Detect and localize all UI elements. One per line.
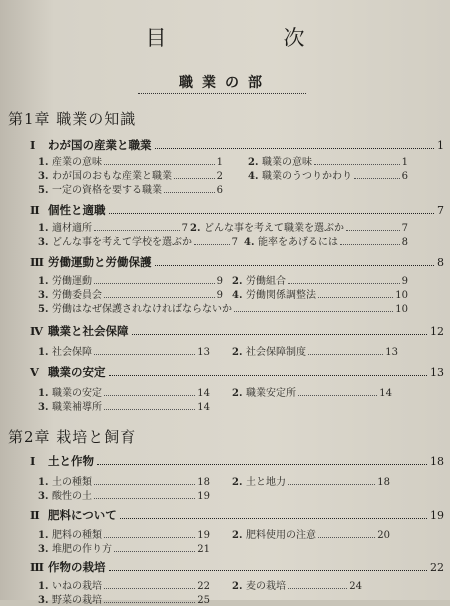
item-number: 3.	[38, 491, 49, 502]
section-title: 職業と社会保障	[48, 324, 129, 338]
item-page: 14	[379, 388, 392, 399]
item-number: 3.	[38, 402, 49, 413]
dot-leader	[164, 192, 215, 193]
item-page: 19	[197, 530, 210, 541]
section-number: Ⅰ	[30, 454, 36, 468]
section-title: 肥料について	[48, 508, 117, 522]
item-text: 労働委員会	[52, 290, 102, 301]
toc-item[interactable]	[232, 343, 398, 357]
item-text: 酸性の土	[52, 491, 92, 502]
item-page: 18	[377, 477, 390, 488]
item-page: 6	[216, 185, 223, 196]
dot-leader	[104, 297, 215, 298]
item-text: 適材適所	[52, 223, 92, 234]
toc-item[interactable]	[190, 219, 408, 233]
toc-item[interactable]	[232, 473, 390, 487]
dot-leader	[194, 244, 230, 245]
item-number: 3.	[38, 237, 49, 248]
item-page: 9	[216, 276, 223, 287]
item-text: どんな事を考えて学校を選ぶか	[52, 237, 192, 248]
item-text: 職業の意味	[262, 157, 312, 168]
toc-item[interactable]	[38, 233, 238, 247]
item-page: 14	[197, 402, 210, 413]
item-page: 6	[401, 171, 408, 182]
toc-item[interactable]	[38, 300, 408, 314]
dot-leader	[288, 283, 400, 284]
dot-leader	[104, 588, 195, 589]
item-page: 2	[216, 171, 223, 182]
item-page: 7	[231, 237, 238, 248]
toc-item[interactable]	[38, 286, 223, 300]
item-page: 9	[401, 276, 408, 287]
item-text: 労働組合	[246, 276, 286, 287]
dot-leader	[234, 311, 393, 312]
item-text: 職業補導所	[52, 402, 102, 413]
dot-leader	[94, 484, 195, 485]
dot-leader	[354, 178, 400, 179]
dot-leader	[104, 537, 195, 538]
item-number: 1.	[38, 276, 49, 287]
item-page: 19	[197, 491, 210, 502]
dot-leader	[340, 244, 400, 245]
item-number: 5.	[38, 185, 49, 196]
dot-leader	[94, 354, 195, 355]
item-number: 4.	[244, 237, 255, 248]
item-text: 職業の安定	[52, 388, 102, 399]
page-title: 目 次	[145, 26, 353, 50]
toc-item[interactable]	[38, 540, 210, 554]
dot-leader	[104, 409, 195, 410]
item-text: 労働はなぜ保護されなければならないか	[52, 304, 232, 315]
toc-section[interactable]	[30, 507, 444, 524]
section-page: 22	[430, 561, 444, 574]
item-text: 労働関係調整法	[246, 290, 316, 301]
item-text: 土と地力	[246, 477, 286, 488]
item-number: 2.	[190, 223, 201, 234]
part-heading: 職業の部	[179, 75, 271, 91]
toc-item[interactable]	[232, 577, 362, 591]
dot-leader	[308, 354, 383, 355]
item-text: 職業のうつりかわり	[262, 171, 352, 182]
toc-item[interactable]	[232, 286, 408, 300]
item-page: 21	[197, 544, 210, 555]
item-number: 2.	[232, 388, 243, 399]
toc-section[interactable]	[30, 254, 444, 271]
item-text: 労働運動	[52, 276, 92, 287]
toc-item[interactable]	[244, 233, 408, 247]
section-page: 12	[430, 325, 444, 338]
section-number: Ⅰ	[30, 138, 36, 152]
item-page: 20	[377, 530, 390, 541]
item-number: 3.	[38, 171, 49, 182]
item-number: 4.	[232, 290, 243, 301]
item-page: 22	[197, 581, 210, 592]
part-heading-underline	[138, 93, 306, 95]
item-text: 能率をあげるには	[258, 237, 338, 248]
dot-leader	[174, 178, 215, 179]
toc-item[interactable]	[248, 153, 408, 167]
section-title: 職業の安定	[48, 365, 106, 379]
item-page: 9	[216, 290, 223, 301]
item-number: 2.	[248, 157, 259, 168]
dot-leader	[155, 148, 435, 149]
section-page: 7	[437, 204, 444, 217]
dot-leader	[132, 334, 428, 335]
item-number: 5.	[38, 304, 49, 315]
dot-leader	[109, 213, 435, 214]
toc-item[interactable]	[38, 577, 210, 591]
toc-item[interactable]	[38, 153, 223, 167]
section-page: 19	[430, 509, 444, 522]
item-number: 4.	[248, 171, 259, 182]
dot-leader	[114, 551, 195, 552]
section-page: 8	[437, 256, 444, 269]
item-number: 2.	[232, 347, 243, 358]
toc-item[interactable]	[232, 272, 408, 286]
item-number: 1.	[38, 581, 49, 592]
toc-item[interactable]	[38, 526, 210, 540]
item-number: 3.	[38, 544, 49, 555]
item-page: 24	[349, 581, 362, 592]
item-number: 2.	[232, 530, 243, 541]
item-page: 13	[197, 347, 210, 358]
item-number: 1.	[38, 157, 49, 168]
toc-item[interactable]	[38, 473, 210, 487]
section-number: Ⅳ	[30, 324, 44, 338]
item-page: 13	[385, 347, 398, 358]
item-page: 1	[401, 157, 408, 168]
dot-leader	[94, 230, 180, 231]
dot-leader	[97, 464, 427, 465]
item-text: 野菜の栽培	[52, 595, 102, 606]
section-number: Ⅴ	[30, 365, 39, 379]
item-page: 25	[197, 595, 210, 606]
item-text: 肥料の種類	[52, 530, 102, 541]
dot-leader	[104, 602, 195, 603]
item-text: 職業安定所	[246, 388, 296, 399]
dot-leader	[155, 265, 435, 266]
item-number: 1.	[38, 347, 49, 358]
item-page: 10	[395, 290, 408, 301]
toc-item[interactable]	[38, 181, 223, 195]
dot-leader	[109, 570, 428, 571]
dot-leader	[104, 395, 195, 396]
section-title: 土と作物	[48, 454, 94, 468]
item-text: 堆肥の作り方	[52, 544, 112, 555]
toc-item[interactable]	[38, 343, 210, 357]
item-page: 7	[401, 223, 408, 234]
toc-section[interactable]	[30, 137, 444, 154]
section-number: Ⅲ	[30, 560, 45, 574]
item-number: 2.	[232, 581, 243, 592]
section-number: Ⅱ	[30, 508, 40, 522]
item-text: わが国のおもな産業と職業	[52, 171, 172, 182]
section-page: 13	[430, 366, 444, 379]
item-text: 土の種類	[52, 477, 92, 488]
item-text: いねの栽培	[52, 581, 102, 592]
toc-item[interactable]	[232, 384, 392, 398]
toc-item[interactable]	[38, 398, 210, 412]
toc-section[interactable]	[30, 202, 444, 219]
dot-leader	[318, 537, 375, 538]
section-number: Ⅲ	[30, 255, 45, 269]
dot-leader	[94, 498, 195, 499]
dot-leader	[94, 283, 215, 284]
item-text: 産業の意味	[52, 157, 102, 168]
item-number: 3.	[38, 290, 49, 301]
section-page: 1	[437, 139, 444, 152]
dot-leader	[288, 588, 347, 589]
toc-item[interactable]	[38, 384, 210, 398]
chapter-2-heading: 第2章 栽培と飼育	[8, 428, 137, 446]
item-number: 1.	[38, 477, 49, 488]
item-page: 14	[197, 388, 210, 399]
section-title: 個性と適職	[48, 203, 106, 217]
item-text: どんな事を考えて職業を選ぶか	[204, 223, 344, 234]
item-number: 2.	[232, 276, 243, 287]
item-number: 2.	[232, 477, 243, 488]
item-number: 1.	[38, 388, 49, 399]
toc-item[interactable]	[38, 272, 223, 286]
item-text: 麦の栽培	[246, 581, 286, 592]
item-text: 肥料使用の注意	[246, 530, 316, 541]
section-title: 作物の栽培	[48, 560, 106, 574]
item-page: 7	[181, 223, 188, 234]
dot-leader	[104, 164, 215, 165]
item-text: 社会保障制度	[246, 347, 306, 358]
item-number: 1.	[38, 530, 49, 541]
toc-item[interactable]	[248, 167, 408, 181]
dot-leader	[288, 484, 375, 485]
dot-leader	[346, 230, 400, 231]
dot-leader	[318, 297, 393, 298]
toc-section[interactable]	[30, 323, 444, 340]
toc-section[interactable]	[30, 453, 444, 470]
toc-item[interactable]	[38, 167, 223, 181]
toc-item[interactable]	[38, 591, 210, 605]
toc-item[interactable]	[38, 219, 188, 233]
item-page: 8	[401, 237, 408, 248]
item-text: 一定の資格を要する職業	[52, 185, 162, 196]
toc-item[interactable]	[232, 526, 390, 540]
toc-section[interactable]	[30, 559, 444, 576]
dot-leader	[298, 395, 377, 396]
item-page: 18	[197, 477, 210, 488]
item-number: 3.	[38, 595, 49, 606]
section-number: Ⅱ	[30, 203, 40, 217]
dot-leader	[314, 164, 400, 165]
dot-leader	[109, 375, 428, 376]
item-text: 社会保障	[52, 347, 92, 358]
chapter-1-heading: 第1章 職業の知識	[8, 110, 137, 128]
section-title: 労働運動と労働保護	[48, 255, 152, 269]
item-page: 10	[395, 304, 408, 315]
dot-leader	[120, 518, 427, 519]
item-number: 1.	[38, 223, 49, 234]
toc-section[interactable]	[30, 364, 444, 381]
item-page: 1	[216, 157, 223, 168]
toc-item[interactable]	[38, 487, 210, 501]
section-title: わが国の産業と職業	[48, 138, 152, 152]
section-page: 18	[430, 455, 444, 468]
